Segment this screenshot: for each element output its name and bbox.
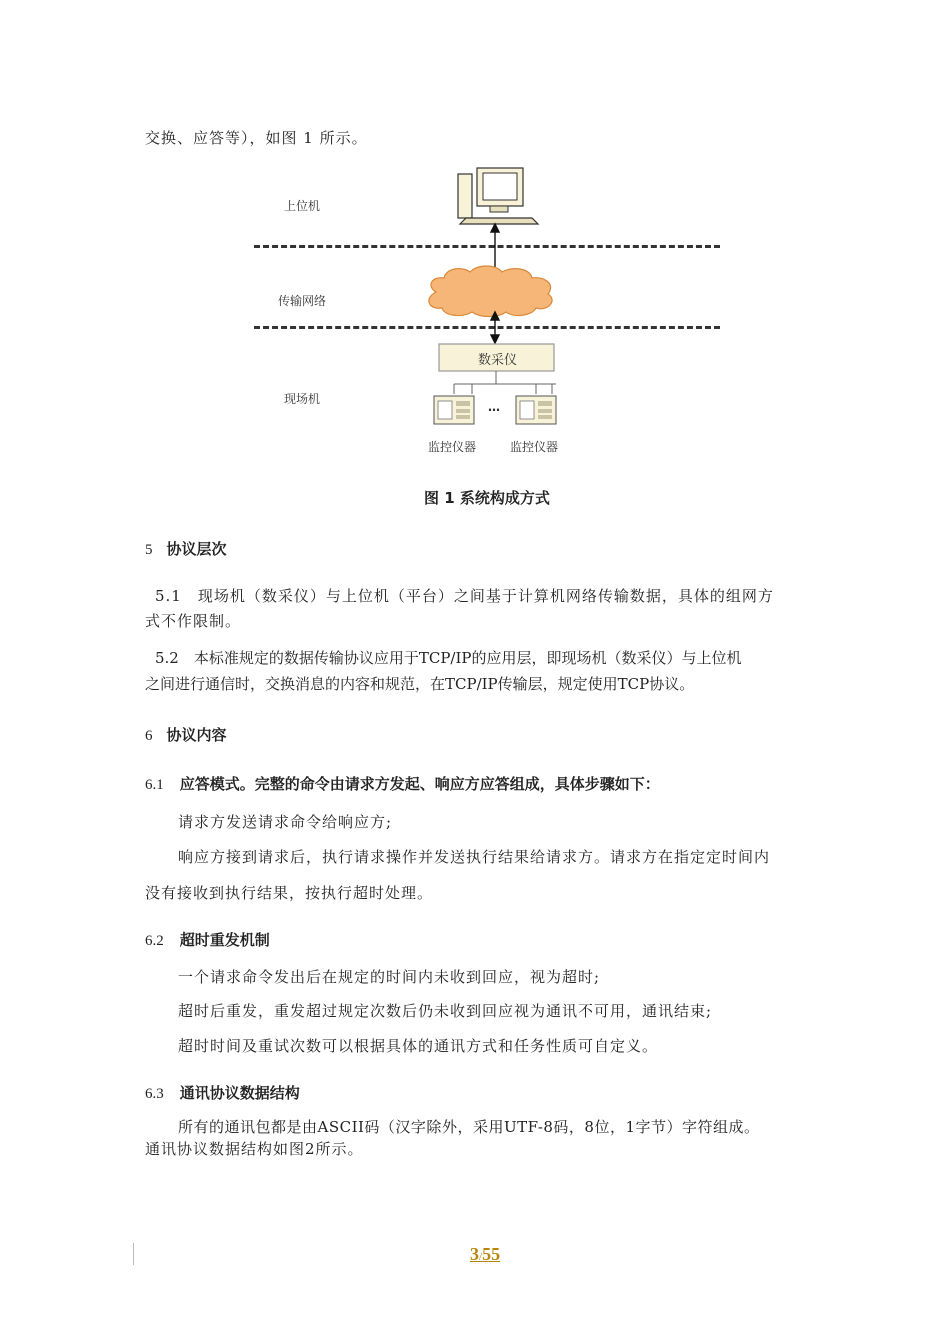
section-5-number: 5 — [145, 542, 153, 558]
monitor-label-right: 监控仪器 — [510, 440, 559, 454]
page-current: 3 — [470, 1244, 479, 1264]
section-6-2-para-2: 超时后重发，重发超过规定次数后仍未收到回应视为通讯不可用，通讯结束; — [178, 1002, 713, 1020]
section-6-3-para-1-line-1: 所有的通讯包都是由ASCII码（汉字除外，采用UTF-8码，8位，1字节）字符组成。 — [178, 1118, 760, 1136]
figure-drawing — [240, 160, 730, 470]
layer-label-field: 现场机 — [284, 392, 321, 406]
section-6-2-heading — [145, 929, 270, 950]
footer-margin-rule — [133, 1243, 134, 1265]
monitor-label-left: 监控仪器 — [428, 440, 477, 454]
section-6-3-number: 6.3 — [145, 1086, 164, 1102]
layer-label-network: 传输网络 — [278, 294, 327, 308]
monitor-instrument-icon-right — [516, 396, 556, 424]
section-5-heading — [145, 538, 227, 559]
section-6-1-para-2-line-1: 响应方接到请求后，执行请求操作并发送执行结果给请求方。请求方在指定定时间内 — [178, 848, 771, 866]
figure-caption: 图 1 系统构成方式 — [424, 489, 550, 507]
page-number — [470, 1244, 500, 1265]
collector-connection-lines — [454, 371, 556, 394]
layer-label-host: 上位机 — [284, 199, 321, 213]
section-6-3-heading — [145, 1082, 300, 1103]
section-6-1-title: 应答模式。完整的命令由请求方发起、响应方应答组成，具体步骤如下： — [179, 775, 660, 793]
system-architecture-figure — [240, 160, 730, 470]
section-6-2-number: 6.2 — [145, 933, 164, 949]
section-6-2-para-3: 超时时间及重试次数可以根据具体的通讯方式和任务性质可自定义。 — [178, 1037, 659, 1055]
page-separator: / — [479, 1251, 483, 1263]
section-5-2-line-2: 之间进行通信时，交换消息的内容和规范，在TCP/IP传输层，规定使用TCP协议。 — [145, 675, 695, 693]
section-5-1-line-2: 式不作限制。 — [145, 612, 242, 630]
monitor-instrument-icon-left — [434, 396, 474, 424]
data-collector-label: 数采仪 — [478, 353, 518, 368]
section-5-title: 协议层次 — [166, 540, 227, 558]
section-6-3-title: 通讯协议数据结构 — [179, 1084, 300, 1102]
section-5-1-line-1: 5.1 现场机（数采仪）与上位机（平台）之间基于计算机网络传输数据，具体的组网方 — [155, 587, 774, 605]
arrow-network-collector — [491, 312, 499, 343]
section-6-3-para-1-line-2: 通讯协议数据结构如图2所示。 — [145, 1140, 364, 1158]
ellipsis-label: … — [488, 400, 500, 414]
section-6-1-heading — [145, 773, 660, 794]
section-6-1-para-1: 请求方发送请求命令给响应方; — [178, 813, 393, 831]
page-total: 55 — [482, 1244, 501, 1264]
section-6-1-number: 6.1 — [145, 777, 164, 793]
section-6-heading — [145, 724, 227, 745]
section-6-title: 协议内容 — [166, 726, 227, 744]
cloud-network-icon — [429, 266, 552, 317]
section-5-2-line-1: 5.2 本标准规定的数据传输协议应用于TCP/IP的应用层，即现场机（数采仪）与上位机 — [155, 649, 742, 667]
section-6-2-title: 超时重发机制 — [179, 931, 270, 949]
intro-text-tail: 交换、应答等），如图 1 所示。 — [145, 129, 368, 147]
section-6-1-para-2-line-2: 没有接收到执行结果，按执行超时处理。 — [145, 884, 434, 902]
computer-icon — [458, 168, 538, 224]
section-6-2-para-1: 一个请求命令发出后在规定的时间内未收到回应，视为超时; — [178, 968, 601, 986]
section-6-number: 6 — [145, 728, 153, 744]
